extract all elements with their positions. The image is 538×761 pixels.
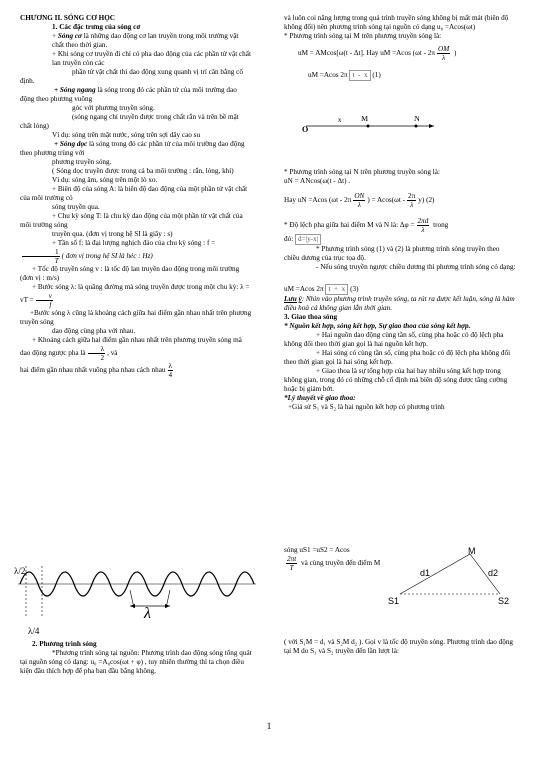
paragraph: - Nếu sóng truyền ngược chiều dương thì phương trình sóng có dạng: — [316, 263, 516, 271]
label-M: M — [361, 116, 369, 123]
point-M — [367, 125, 370, 128]
paragraph: *Phương trình sóng tại nguồn: Phương trình dao động sóng tổng quát tại nguồn sóng có dạng: u₀ =A₀cos(ωt + φ) , tuy nhiên thường thì ta chọn điều kiện đầu thích hợp để pha ban đầu bằng không, — [20, 649, 252, 675]
fraction: $\frac{1}{T}$ — [22, 248, 60, 265]
fraction: $\frac{\lambda}{2}$ — [88, 345, 106, 362]
paragraph: + Sóng ngang là sóng trong đó các phần tử của môi trường dao động theo phương vuông — [20, 86, 237, 103]
fraction: $\frac{\lambda}{4}$ — [168, 362, 173, 379]
note: Lưu ý: Nhìn vào phương trình truyền sóng, ta rút ra được kết luận, sóng là hàm điều hoà cả không gian lẫn thời gian. — [284, 295, 515, 312]
label-M: M — [468, 546, 476, 556]
lambda-half-label: λ/2 — [14, 566, 26, 576]
paragraph: hai điểm gần nhau nhất vuông pha nhau cách nhau $\frac{\lambda}{4}$ — [20, 362, 173, 379]
equation: uM =Acos 2π t - x (1) — [308, 71, 381, 80]
point-N — [415, 125, 418, 128]
paragraph: *Lý thuyết về giao thoa: — [284, 394, 356, 402]
paragraph: + Biên độ của sóng A: là biên độ dao động của một phần tử vật chất của môi trường có — [20, 185, 248, 202]
arrow-head — [130, 604, 135, 608]
fraction: $\frac{v}{f}$ — [36, 292, 53, 309]
paragraph: và luôn coi năng lượng trong quá trình truyền sóng không bị mất mát (biên độ không đổi) nên phương trình sóng tại nguồn có dạng u₀ =Acos(ωt) — [284, 14, 509, 31]
equation: uM =Acos 2π t + x (3) — [284, 285, 359, 294]
paragraph: + Chu kỳ sóng T: là chu kỳ dao động của một phần tử vật chất của môi trường sóng — [20, 212, 243, 229]
paragraph: ( với S₁M = d₁ và S₂M d₂ ). Gọi v là tốc độ truyền sóng. Phương trình dao động tại M do S₁ và S₂ truyền đến lần lượt là: — [284, 638, 514, 655]
label-N: N — [414, 116, 420, 123]
paragraph: Ví dụ: sóng âm, sóng trên một lò xo. — [52, 176, 158, 184]
section2 — [20, 640, 252, 676]
label-O: O — [302, 125, 309, 134]
paragraph: dao động cùng pha với nhau. — [52, 327, 136, 335]
paragraph: (sóng ngang chỉ truyền được trong chất rắn và trên bề mặt chất lỏng) — [20, 113, 239, 130]
paragraph: góc với phương truyền sóng. — [72, 104, 155, 112]
section2-title: 2. Phương trình sóng — [32, 640, 97, 648]
paragraph: phần tử vật chất thì dao động xung quanh vị trí cân bằng cố định. — [20, 68, 243, 85]
paragraph: đó: d=|y-x| — [284, 234, 516, 245]
label-x: x — [338, 116, 342, 124]
right-column-cont — [284, 168, 516, 412]
wave-figure — [14, 556, 258, 638]
lambda-label: λ — [144, 605, 151, 622]
label-d1: d1 — [420, 568, 431, 578]
paragraph: ( Sóng dọc truyền được trong cả ba môi trường : rắn, lỏng, khí) — [52, 167, 234, 175]
paragraph: + Hai nguồn dao động cùng tần số, cùng pha hoặc có độ lệch pha không đổi theo thời gian gọi là hai nguồn kết hợp. — [284, 331, 504, 348]
equation: $\frac{2\pi t}{T}$ và cùng truyền đến điểm M — [287, 555, 381, 572]
paragraph: + Tần số f: là đại lượng nghịch đảo của chu kỳ sóng : f = $\frac{1}{T}$ ( đơn vị trong hệ SI là héc : Hz) — [20, 239, 252, 265]
paragraph: * Phương trình sóng tại M trên phương truyền sóng là: — [284, 32, 442, 40]
paragraph: + Khoảng cách giữa hai điểm gần nhau nhất trên phương truyền sóng mà dao động ngược pha là $\frac{\lambda}{2}$ , và — [20, 336, 242, 362]
paragraph: * Phương trình sóng (1) và (2) là phương trình sóng truyền theo chiều dương của trục tọa độ. — [284, 245, 500, 262]
page-number: 1 — [266, 721, 272, 731]
paragraph: +Bước sóng λ cũng là khoảng cách giữa hai điểm gần nhau nhất trên phương truyền sóng — [20, 309, 252, 326]
equation: Hay uN =Acos (ωt - 2π $\frac{ON}{\lambda}$ ) = Acos(ωt - $\frac{2\pi}{\lambda}$ y) (2) — [284, 192, 435, 209]
equation: uM = AMcos[ω(t - Δt]. Hay uM =Acos (ωt - 2π $\frac{OM}{\lambda}$ ) — [298, 45, 457, 62]
paragraph: truyền qua. (đơn vị trong hệ SI là giây : s) — [52, 230, 173, 238]
paragraph: + Hai sóng có cùng tần số, cùng pha hoặc có độ lệch pha không đổi theo thời gian gọi là hai sóng kết hợp. — [284, 349, 511, 366]
paragraph: + Khi sóng cơ truyền đi chỉ có pha dao động của các phần tử vật chất lan truyền còn các — [52, 50, 251, 67]
paragraph: * Nguồn kết hợp, sóng kết hợp, Sự giao thoa của sóng kết hợp. — [284, 322, 471, 330]
section3-title: 3. Giao thoa sóng — [284, 313, 338, 321]
paragraph: + Bước sóng λ: là quãng đường mà sóng truyền được trong một chu kỳ: λ = vT = $\frac{v}{f}$ — [20, 283, 250, 309]
label-S1: S1 — [388, 596, 400, 606]
omn-axis-figure — [298, 116, 438, 136]
equation-placeholder: d=|y-x| — [295, 234, 321, 245]
paragraph: + Sóng cơ là những dao động cơ lan truyền trong môi trường vật chất theo thời gian. — [52, 32, 239, 49]
paragraph: * Phương trình sóng tại N trên phương truyền sóng là: — [284, 168, 440, 176]
equation: sóng uS1 =uS2 = Acos — [284, 546, 350, 554]
equation-placeholder: t - x — [349, 70, 370, 81]
paragraph: sóng truyền qua. — [52, 203, 100, 211]
equation: * Độ lệch pha giữa hai điểm M và N là: Δφ = $\frac{2\pi d}{\lambda}$ trong — [284, 217, 449, 234]
source-equation — [284, 546, 394, 572]
label-d2: d2 — [488, 568, 499, 578]
equation-placeholder: t + x — [325, 284, 348, 295]
paragraph: + Sóng dọc là sóng trong đó các phần tử của môi trường dao động theo phương trùng với — [20, 140, 245, 157]
right-tail — [284, 638, 516, 656]
chapter-title: CHƯƠNG II. SÓNG CƠ HỌC — [20, 14, 115, 22]
paragraph: + Giao thoa là sự tổng hợp của hai hay nhiều sóng kết hợp trong không gian, trong đó có những chỗ cố định mà biên độ sóng được tăng cường hoặc bị giảm bớt. — [284, 367, 508, 393]
paragraph: uN = ANcos(ω(t - Δt) . — [284, 177, 351, 185]
interference-triangle — [388, 546, 518, 610]
section1-title: 1. Các đặc trưng của sóng cơ — [52, 23, 141, 31]
right-column — [284, 14, 516, 81]
label-S2: S2 — [498, 596, 510, 606]
d1-line — [400, 554, 470, 594]
paragraph: phương truyền sóng. — [52, 158, 112, 166]
left-column — [20, 14, 252, 379]
arrow-head — [165, 604, 170, 608]
lambda-quarter-label: λ/4 — [28, 626, 40, 636]
paragraph: + Tốc độ truyền sóng v : là tốc độ lan truyền dao động trong môi trường (đơn vị : m/s) — [20, 265, 240, 282]
paragraph: +Giả sử S₁ và S₂ là hai nguồn kết hợp có phương trình — [288, 403, 445, 411]
paragraph: Ví dụ: sóng trên mặt nước, sóng trên sợi dây cao su — [52, 131, 201, 139]
arrow-head — [429, 124, 434, 128]
